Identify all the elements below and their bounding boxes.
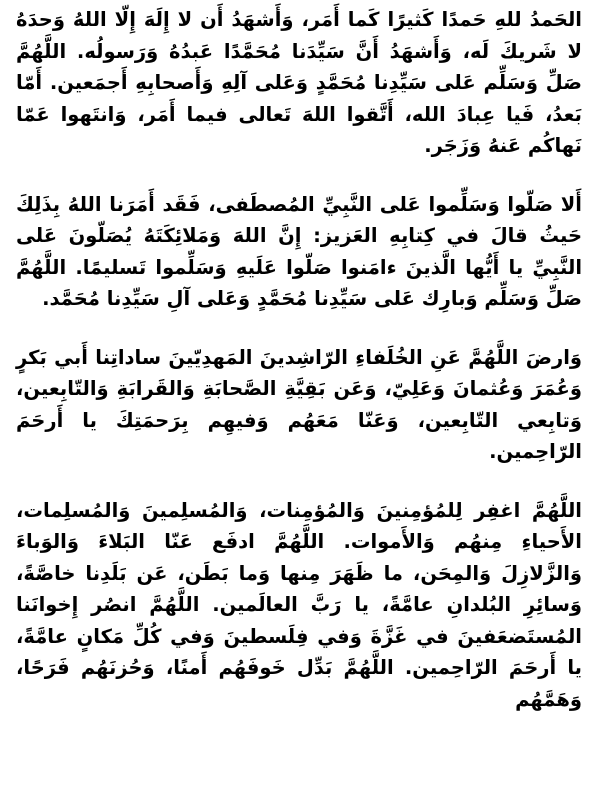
sermon-text [16, 4, 582, 715]
supplication-paragraph: اللَّهُمَّ اغفِر لِلمُؤمِنينَ وَالمُؤمِنات، وَالمُسلِمينَ وَالمُسلِمات، الأَحياءِ مِنهُم وَالأَموات. اللَّهُمَّ ادفَع عَنّا البَلاءَ وَالوَباءَ وَالزَّلازِلَ وَالمِحَن، ما ظَهَرَ مِنها وَما بَطَن، عَن بَلَدِنا خاصَّةً، وَسائِرِ البُلدانِ عامَّةً، يا رَبَّ العالَمين. اللَّهُمَّ انصُر إِخوانَنا المُستَضعَفينَ في غَزَّةَ وَفي فِلَسطينَ وَفي كُلِّ مَكانٍ عامَّةً، يا أَرحَمَ الرّاحِمين. اللَّهُمَّ بَدِّل خَوفَهُم أَمنًا، وَحُزنَهُم فَرَحًا، وَهَمَّهُم [16, 498, 582, 711]
salawat-paragraph: أَلا صَلّوا وَسَلِّموا عَلى النَّبِيِّ المُصطَفى، فَقَد أَمَرَنا اللهُ بِذَلِكَ حَيثُ قالَ في كِتابِهِ العَزيز: إِنَّ اللهَ وَمَلائِكَتَهُ يُصَلّونَ عَلى النَّبِيِّ يا أَيُّها الَّذينَ ءامَنوا صَلّوا عَلَيهِ وَسَلِّموا تَسليمًا. اللَّهُمَّ صَلِّ وَسَلِّم وَبارِك عَلى سَيِّدِنا مُحَمَّدٍ وَعَلى آلِ سَيِّدِنا مُحَمَّد. [16, 192, 582, 310]
opening-paragraph: الحَمدُ للهِ حَمدًا كَثيرًا كَما أَمَر، وَأَشهَدُ أَن لا إِلَهَ إِلّا اللهُ وَحدَهُ لا شَريكَ لَه، وَأَشهَدُ أَنَّ سَيِّدَنا مُحَمَّدًا عَبدُهُ وَرَسولُه. اللَّهُمَّ صَلِّ وَسَلِّم عَلى سَيِّدِنا مُحَمَّدٍ وَعَلى آلِهِ وَأَصحابِهِ أَجمَعين. أَمّا بَعدُ، فَيا عِبادَ الله، أَتَّقوا اللهَ تَعالى فيما أَمَر، وَانتَهوا عَمّا نَهاكُم عَنهُ وَزَجَر. [16, 8, 582, 157]
companions-paragraph: وَارضَ اللَّهُمَّ عَنِ الخُلَفاءِ الرّاشِدينَ المَهدِيّينَ ساداتِنا أَبي بَكرٍ وَعُمَرَ وَعُثمانَ وَعَلِيّ، وَعَن بَقِيَّةِ الصَّحابَةِ وَالقَرابَةِ وَالتّابِعين، وَتابِعي التّابِعين، وَعَنّا مَعَهُم وَفيهِم بِرَحمَتِكَ يا أَرحَمَ الرّاحِمين. [16, 345, 582, 463]
